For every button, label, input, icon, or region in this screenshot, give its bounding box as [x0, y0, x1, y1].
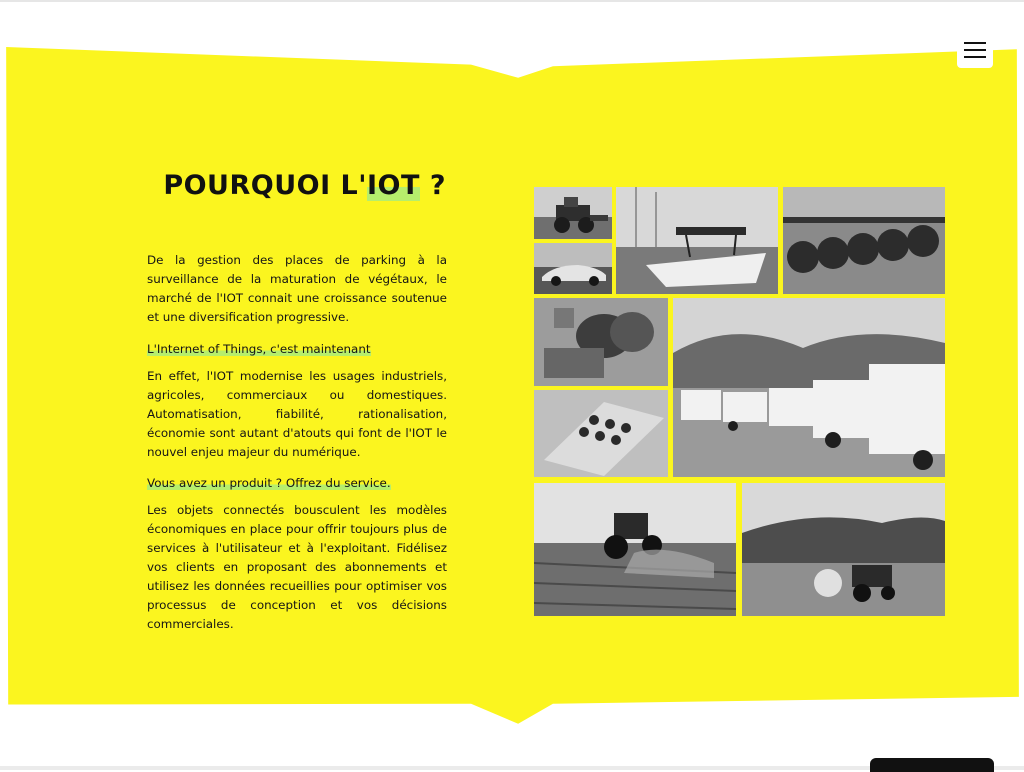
photo-tractor-field	[534, 483, 736, 616]
photo-sports-car	[534, 243, 612, 294]
title-suffix: ?	[419, 170, 446, 201]
paragraph-connected-objects: Les objets connectés bousculent les modèles économiques en place pour offrir toujours plus de services à l'utilisateur et à l'exploitant. Fidélisez vos clients en proposant des abonnements et utilisez les données recueillies pour optimiser vos processus de conception et vos décisions commerciales.	[147, 503, 447, 631]
section-title	[140, 170, 446, 201]
photo-motorboat	[616, 187, 778, 294]
hamburger-menu-button[interactable]	[957, 32, 993, 68]
subheading-iot-now: L'Internet of Things, c'est maintenant	[147, 342, 371, 356]
title-highlight: IOT	[367, 170, 420, 201]
photo-landscape-campers	[673, 298, 945, 477]
paragraph-intro: De la gestion des places de parking à la surveillance de la maturation de végétaux, le marché de l'IOT connait une croissance soutenue et une diversification progressive.	[147, 253, 447, 324]
text-column	[147, 251, 447, 634]
title-prefix: POURQUOI L'	[163, 170, 368, 201]
hamburger-icon-line	[964, 56, 986, 58]
hamburger-icon-line	[964, 49, 986, 51]
photo-engine	[534, 298, 668, 386]
subheading-product-service: Vous avez un produit ? Offrez du service.	[147, 476, 391, 490]
photo-hay-bale-tractor	[742, 483, 945, 616]
hamburger-icon-line	[964, 42, 986, 44]
photo-bulldozer	[534, 187, 612, 239]
photo-disc-harrow	[783, 187, 945, 294]
photo-air-unit	[534, 390, 668, 477]
paragraph-modernise: En effet, l'IOT modernise les usages industriels, agricoles, commerciaux ou domestiques. Automatisation, fiabilité, rationalisation, économie sont autant d'atouts qui font de l'IOT le nouvel enjeu majeur du numérique.	[147, 369, 447, 459]
top-border	[0, 0, 1024, 2]
